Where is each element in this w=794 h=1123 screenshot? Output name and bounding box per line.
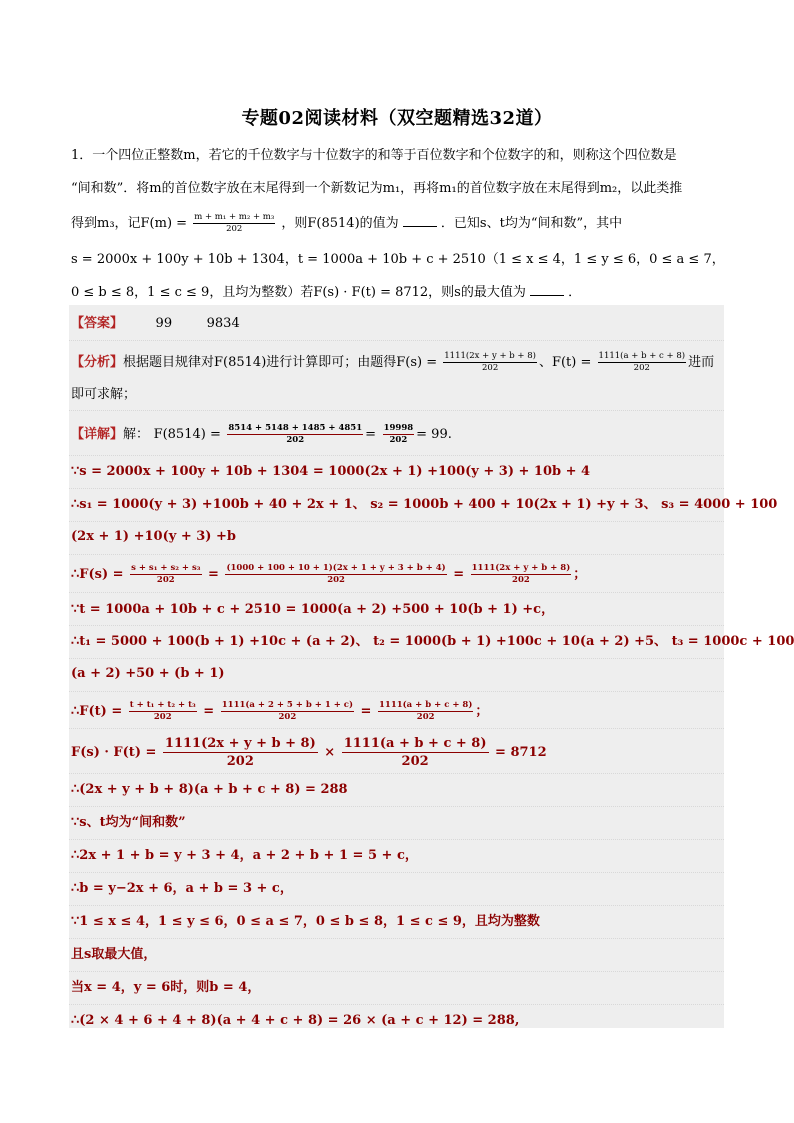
answer-value-1: 99	[155, 316, 173, 331]
ft-frac-3	[378, 700, 473, 723]
divider	[69, 872, 724, 873]
question-line-3-end: ．已知s、t均为“间和数”，其中	[440, 216, 623, 231]
detail-t-expand: ∵t = 1000a + 10b + c + 2510 = 1000(a + 2) +500 + 10(b + 1) +c，	[71, 602, 555, 617]
question-line-5-text: 0 ≤ b ≤ 8，1 ≤ c ≤ 9，且均为整数）若F(s) · F(t) = 8712，则s的最大值为	[71, 285, 526, 300]
divider	[69, 410, 724, 411]
detail-b-line: ∴b = y−2x + 6，a + b = 3 + c，	[71, 881, 293, 896]
detail-line-1	[71, 423, 452, 446]
f8514-start: F(8514) =	[153, 427, 221, 442]
question-line-3-mid: ，则F(8514)的值为	[281, 216, 399, 231]
divider	[69, 971, 724, 972]
fs-frac-2-num: (1000 + 100 + 10 + 1)(2x + 1 + y + 3 + b + 4)	[226, 563, 446, 573]
product-frac-2-num: 1111(a + b + c + 8)	[343, 736, 487, 751]
f8514-end: = 99.	[416, 427, 452, 442]
answer-blank-1[interactable]	[403, 214, 437, 227]
divider	[69, 728, 724, 729]
divider	[69, 905, 724, 906]
question-fraction	[193, 212, 275, 235]
question-line-3	[71, 212, 622, 235]
detail-288-line: ∴(2x + y + b + 8)(a + b + c + 8) = 288	[71, 782, 348, 797]
detail-t-shifts-cont: (a + 2) +50 + (b + 1)	[71, 666, 225, 681]
detail-s-shifts-cont: (2x + 1) +10(y + 3) +b	[71, 529, 236, 544]
detail-when-line: 当x = 4，y = 6时，则b = 4，	[71, 980, 261, 995]
detail-eq-line: ∴2x + 1 + b = y + 3 + 4，a + 2 + b + 1 = 5 + c，	[71, 848, 418, 863]
fs-frac-2-den: 202	[327, 575, 345, 585]
product-times: ×	[324, 745, 336, 760]
divider	[69, 658, 724, 659]
ft-frac-2	[221, 700, 354, 723]
ft-frac-2-num: 1111(a + 2 + 5 + b + 1 + c)	[221, 700, 354, 710]
divider	[69, 806, 724, 807]
fs-frac-3-den: 202	[512, 575, 530, 585]
answer-label: 【答案】	[71, 316, 124, 331]
f8514-fraction-2	[383, 423, 415, 446]
ft-frac-3-den: 202	[416, 712, 435, 722]
f8514-numerator-2: 19998	[383, 423, 414, 433]
detail-s-shifts: ∴s₁ = 1000(y + 3) +100b + 40 + 2x + 1、 s₂ = 1000b + 400 + 10(2x + 1) +y + 3、 s₃ = 4000 + 100	[71, 497, 778, 512]
ft-end: ；	[475, 704, 489, 719]
detail-product-line	[71, 735, 547, 770]
fs-frac-3	[471, 563, 572, 586]
analysis-text-a: 根据题目规律对F(8514)进行计算即可；由题得F(s) =	[123, 355, 438, 370]
answer-line	[71, 314, 240, 334]
ft-frac-1	[129, 700, 197, 723]
divider	[69, 340, 724, 341]
ft-start: ∴F(t) =	[71, 704, 123, 719]
fs-denominator: 202	[482, 363, 499, 373]
product-frac-1-den: 202	[226, 754, 254, 769]
ft-frac-2-den: 202	[278, 712, 297, 722]
f8514-denominator-2: 202	[389, 435, 408, 445]
ft-denominator: 202	[633, 363, 650, 373]
ft-frac-1-den: 202	[153, 712, 172, 722]
divider	[69, 592, 724, 593]
divider	[69, 455, 724, 456]
fs-start: ∴F(s) =	[71, 567, 124, 582]
analysis-label: 【分析】	[71, 355, 124, 370]
ft-frac-1-num: t + t₁ + t₂ + t₃	[129, 700, 196, 710]
detail-range-line: ∵1 ≤ x ≤ 4，1 ≤ y ≤ 6，0 ≤ a ≤ 7，0 ≤ b ≤ 8，1 ≤ c ≤ 9，且均为整数	[71, 914, 540, 929]
divider	[69, 554, 724, 555]
fraction-numerator: m + m₁ + m₂ + m₃	[194, 212, 275, 222]
page-title: 专题02阅读材料（双空题精选32道）	[241, 108, 553, 129]
detail-last-line: ∴(2 × 4 + 6 + 4 + 8)(a + 4 + c + 8) = 26 × (a + c + 12) = 288,	[71, 1013, 520, 1028]
ft-fraction	[598, 351, 687, 374]
fs-frac-2	[225, 563, 446, 586]
question-line-5-end: ．	[568, 285, 582, 300]
fs-eq-2: =	[453, 567, 465, 582]
fs-end: ；	[573, 567, 587, 582]
fs-eq-1: =	[208, 567, 219, 582]
question-line-5	[71, 283, 581, 303]
answer-value-2: 9834	[206, 316, 240, 331]
divider	[69, 938, 724, 939]
f8514-numerator: 8514 + 5148 + 1485 + 4851	[228, 423, 363, 433]
divider	[69, 625, 724, 626]
detail-t-shifts: ∴t₁ = 5000 + 100(b + 1) +10c + (a + 2)、 t₂ = 1000(b + 1) +100c + 10(a + 2) +5、 t₃ = 1000c + 100	[71, 634, 794, 649]
product-end: = 8712	[495, 745, 547, 760]
ft-numerator: 1111(a + b + c + 8)	[598, 351, 686, 361]
ft-frac-3-num: 1111(a + b + c + 8)	[378, 700, 473, 710]
detail-label: 【详解】	[71, 427, 124, 442]
question-line-3-start: 得到m₃，记F(m) =	[71, 216, 188, 231]
fs-frac-3-num: 1111(2x + y + b + 8)	[471, 563, 571, 573]
question-line-4: s = 2000x + 100y + 10b + 1304，t = 1000a + 10b + c + 2510（1 ≤ x ≤ 4，1 ≤ y ≤ 6，0 ≤ a ≤ 7，	[71, 252, 725, 267]
ft-eq-2: =	[360, 704, 372, 719]
fs-frac-1-den: 202	[156, 575, 175, 585]
product-frac-1	[163, 735, 318, 770]
divider	[69, 839, 724, 840]
question-line-2: “间和数”．将m的首位数字放在末尾得到一个新数记为m₁，再将m₁的首位数字放在末尾得到m₂，以此类推	[71, 181, 683, 196]
f8514-eq: =	[365, 427, 377, 442]
ft-eq-1: =	[203, 704, 215, 719]
analysis-line-2: 即可求解；	[71, 387, 137, 402]
analysis-text-c: 进而	[688, 355, 715, 370]
fs-numerator: 1111(2x + y + b + 8)	[444, 351, 536, 361]
divider	[69, 1004, 724, 1005]
detail-fs-line	[71, 563, 586, 586]
product-frac-1-num: 1111(2x + y + b + 8)	[164, 736, 316, 751]
f8514-denominator: 202	[286, 435, 305, 445]
detail-max-line: 且s取最大值，	[71, 947, 157, 962]
analysis-text-b: 、F(t) =	[538, 355, 592, 370]
divider	[69, 691, 724, 692]
divider	[69, 521, 724, 522]
divider	[69, 488, 724, 489]
divider	[69, 773, 724, 774]
detail-s-expand: ∵s = 2000x + 100y + 10b + 1304 = 1000(2x + 1) +100(y + 3) + 10b + 4	[71, 464, 591, 479]
fs-frac-1-num: s + s₁ + s₂ + s₃	[131, 563, 201, 573]
detail-ft-line	[71, 700, 488, 723]
detail-intro: 解：	[123, 427, 150, 442]
fs-frac-1	[130, 563, 201, 586]
answer-blank-2[interactable]	[530, 283, 564, 296]
analysis-line-1	[71, 351, 714, 374]
product-start: F(s) · F(t) =	[71, 745, 157, 760]
fs-fraction	[443, 351, 537, 374]
product-frac-2	[342, 735, 489, 770]
fraction-denominator: 202	[226, 224, 243, 234]
detail-both-line: ∵s、t均为“间和数”	[71, 815, 186, 830]
question-line-1: 1．一个四位正整数m，若它的千位数字与十位数字的和等于百位数字和个位数字的和，则称这个四位数是	[71, 148, 677, 163]
product-frac-2-den: 202	[401, 754, 429, 769]
f8514-fraction	[227, 423, 363, 446]
